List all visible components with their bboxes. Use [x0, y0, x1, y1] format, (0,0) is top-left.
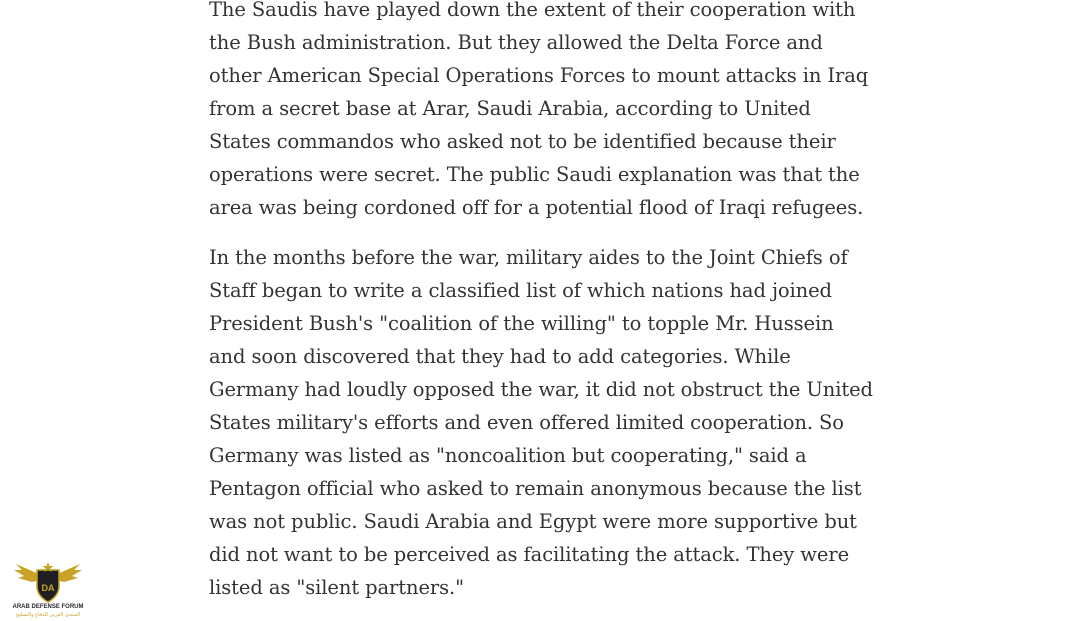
logo-monogram: DA	[41, 583, 55, 593]
article-body	[209, 0, 874, 621]
arab-defense-forum-logo-icon	[8, 558, 88, 620]
article-paragraph-1: The Saudis have played down the extent of their cooperation with the Bush administration. But they allowed the Delta Force and other American Special Operations Forces to mount attacks in Iraq from a secret base at Arar, Saudi Arabia, according to United States commandos who asked not to be identified because their operations were secret. The public Saudi explanation was that the area was being cordoned off for a potential flood of Iraqi refugees.	[209, 0, 869, 219]
logo-name-en: ARAB DEFENSE FORUM	[12, 604, 84, 610]
logo-name-ar: المنتدى العربي للدفاع والتسليح	[15, 612, 81, 618]
article-paragraph-2: In the months before the war, military aides to the Joint Chiefs of Staff began to write a classified list of which nations had joined President Bush's "coalition of the willing" to topple Mr. Hussein and soon discovered that they had to add categories. While Germany had loudly opposed the war, it did not obstruct the United States military's efforts and even offered limited cooperation. So Germany was listed as "noncoalition but cooperating," said a Pentagon official who asked to remain anonymous because the list was not public. Saudi Arabia and Egypt were more supportive but did not want to be perceived as facilitating the attack. They were listed as "silent partners."	[209, 246, 873, 599]
